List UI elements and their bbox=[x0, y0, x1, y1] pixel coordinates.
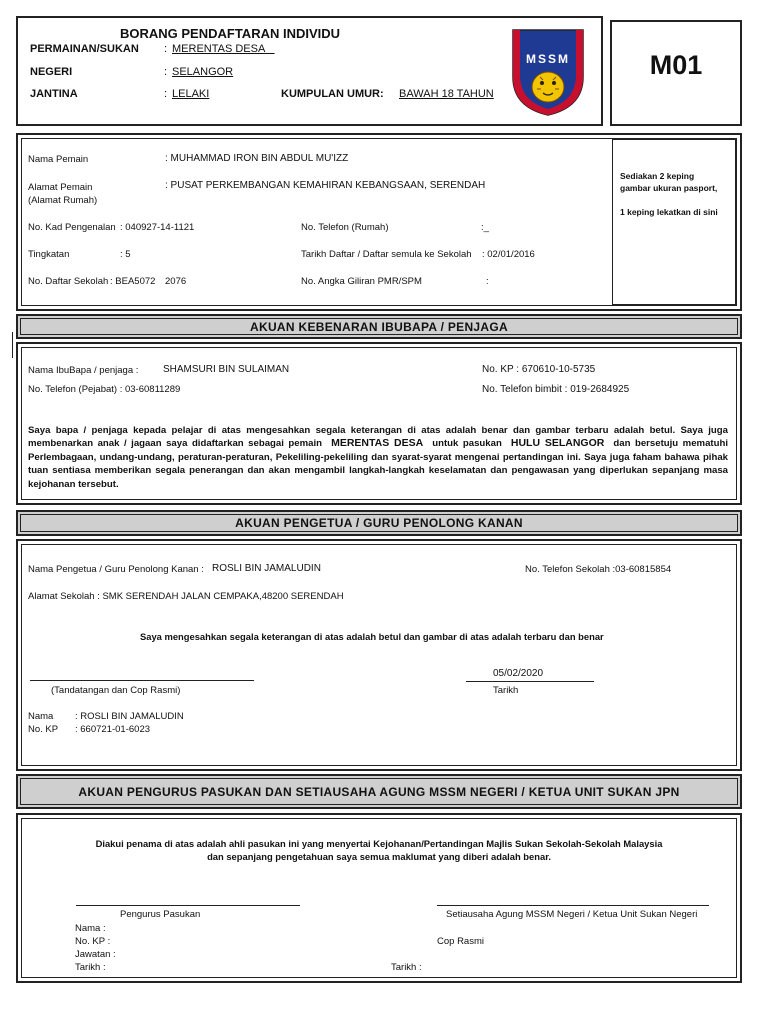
ibubapa-band bbox=[16, 314, 742, 339]
ibubapa-kp: No. KP : 670610-10-5735 bbox=[482, 364, 596, 375]
pengetua-nama-value: : ROSLI BIN JAMALUDIN bbox=[75, 711, 184, 722]
cop-rasmi: Cop Rasmi bbox=[437, 936, 484, 947]
photo-instruction-2: gambar ukuran pasport, bbox=[620, 183, 718, 193]
form-code: M01 bbox=[649, 50, 703, 80]
nama-pengetua-label: Nama Pengetua / Guru Penolong Kanan : bbox=[28, 564, 204, 575]
telefon-bimbit: No. Telefon bimbit : 019-2684925 bbox=[482, 384, 630, 395]
pengurus-kp: No. KP : bbox=[75, 936, 111, 947]
declaration-sukan: MERENTAS DESA bbox=[331, 437, 424, 450]
daftar-sekolah-label: No. Daftar Sekolah bbox=[28, 276, 109, 287]
photo-instruction-3: 1 keping lekatkan di sini bbox=[620, 207, 718, 217]
form-title: BORANG PENDAFTARAN INDIVIDU bbox=[120, 26, 341, 41]
nama-ibubapa-value: SHAMSURI BIN SULAIMAN bbox=[163, 364, 290, 375]
tarikh-daftar-label: Tarikh Daftar / Daftar semula ke Sekolah bbox=[301, 249, 472, 260]
kad-pengenalan-label: No. Kad Pengenalan bbox=[28, 222, 116, 233]
telefon-rumah-label: No. Telefon (Rumah) bbox=[301, 222, 389, 233]
alamat-pemain-value: : PUSAT PERKEMBANGAN KEMAHIRAN KEBANGSAAN, SERENDAH bbox=[165, 180, 486, 191]
jantina-label: JANTINA bbox=[30, 88, 78, 100]
pengetua-band bbox=[16, 510, 742, 536]
mssm-logo bbox=[510, 27, 586, 117]
tingkatan-value: : 5 bbox=[120, 249, 131, 260]
nama-pemain-label: Nama Pemain bbox=[28, 154, 89, 165]
kumpulan-umur-value: BAWAH 18 TAHUN bbox=[399, 88, 494, 100]
ibubapa-declaration: Saya bapa / penjaga kepada pelajar di atas mengesahkan segala keterangan di atas adalah benar dan gambar terbaru adalah betul. Saya juga membenarkan anak / jagaan saya didaftarkan sebagai pemain MERENTAS DESA untuk pasukan HULU SELANGOR dan bersetuju mematuhi Perlembagaan, undang-undang, peraturan-peraturan, Pekeliling-pekeliling dan syarat-syarat mengenai pertandingan ini. Saya juga faham bahawa pihak tuan sentiasa memberikan segala penerangan dan akan mengambil langkah-langkah keselamatan dan pengawasan yang diperlukan sepanjang masa kejohanan tersebut. bbox=[28, 425, 728, 490]
nama-pengetua-value: ROSLI BIN JAMALUDIN bbox=[212, 563, 321, 574]
tarikh-line bbox=[466, 681, 594, 682]
telefon-pejabat: No. Telefon (Pejabat) : 03-60811289 bbox=[28, 384, 181, 395]
pengurus-pasukan-label: Pengurus Pasukan bbox=[120, 909, 201, 920]
pengetua-nama-label: Nama bbox=[28, 711, 54, 722]
tarikh-daftar-value: : 02/01/2016 bbox=[482, 249, 535, 260]
pengurus-nama: Nama : bbox=[75, 923, 106, 934]
tarikh-value: 05/02/2020 bbox=[493, 668, 544, 679]
left-margin-mark bbox=[12, 332, 13, 358]
jantina-value: LELAKI bbox=[172, 88, 210, 100]
angka-giliran-value: : bbox=[486, 276, 489, 287]
negeri-label: NEGERI bbox=[30, 66, 73, 78]
photo-box bbox=[612, 139, 736, 305]
daftar-sekolah-extra: 2076 bbox=[165, 276, 187, 287]
permainan-value: MERENTAS DESA bbox=[172, 43, 266, 55]
pengetua-band-title: AKUAN PENGETUA / GURU PENOLONG KANAN bbox=[235, 516, 523, 530]
ibubapa-band-title: AKUAN KEBENARAN IBUBAPA / PENJAGA bbox=[250, 319, 508, 334]
alamat-rumah-label: (Alamat Rumah) bbox=[28, 195, 98, 206]
signature-line-pengurus bbox=[76, 905, 300, 906]
declaration-pasukan: HULU SELANGOR bbox=[510, 437, 605, 450]
negeri-value: SELANGOR bbox=[172, 66, 234, 78]
tingkatan-label: Tingkatan bbox=[28, 249, 70, 260]
tandatangan-label: (Tandatangan dan Cop Rasmi) bbox=[51, 685, 181, 696]
kad-pengenalan-value: : 040927-14-1121 bbox=[120, 222, 195, 233]
alamat-sekolah: Alamat Sekolah : SMK SERENDAH JALAN CEMPAKA,48200 SERENDAH bbox=[28, 591, 344, 602]
angka-giliran-label: No. Angka Giliran PMR/SPM bbox=[301, 276, 422, 287]
nama-ibubapa-label: Nama IbuBapa / penjaga : bbox=[28, 365, 139, 376]
photo-instruction-1: Sediakan 2 keping bbox=[620, 171, 695, 181]
pengetua-pengesahan: Saya mengesahkan segala keterangan di atas adalah betul dan gambar di atas adalah terbaru dan benar bbox=[140, 631, 604, 642]
pengurus-jawatan: Jawatan : bbox=[75, 949, 116, 960]
pengurus-band bbox=[16, 774, 742, 809]
permainan-colon: : bbox=[164, 43, 168, 55]
setiausaha-label: Setiausaha Agung MSSM Negeri / Ketua Unit Sukan Negeri bbox=[446, 909, 698, 920]
pengurus-declaration-1: Diakui penama di atas adalah ahli pasukan ini yang menyertai Kejohanan/Pertandingan Majlis Sukan Sekolah-Sekolah Malaysia bbox=[95, 838, 663, 849]
nama-pemain-value: : MUHAMMAD IRON BIN ABDUL MU'IZZ bbox=[165, 153, 349, 164]
jantina-colon: : bbox=[164, 88, 168, 100]
pengurus-band-title: AKUAN PENGURUS PASUKAN DAN SETIAUSAHA AGUNG MSSM NEGERI / KETUA UNIT SUKAN JPN bbox=[78, 784, 680, 799]
signature-line-setiausaha bbox=[437, 905, 709, 906]
kumpulan-umur-label: KUMPULAN UMUR: bbox=[281, 88, 384, 100]
pengurus-declaration-2: dan sepanjang pengetahuan saya semua maklumat yang diberi adalah benar. bbox=[207, 851, 551, 862]
signature-line-pengetua bbox=[30, 680, 254, 681]
pengurus-tarikh: Tarikh : bbox=[75, 962, 106, 973]
setiausaha-tarikh: Tarikh : bbox=[391, 962, 422, 973]
telefon-sekolah: No. Telefon Sekolah :03-60815854 bbox=[525, 564, 672, 575]
logo-text: MSSM bbox=[526, 52, 570, 66]
pengetua-kp-label: No. KP bbox=[28, 724, 59, 735]
pengetua-kp-value: : 660721-01-6023 bbox=[75, 724, 151, 735]
daftar-sekolah-value: : BEA5072 bbox=[110, 276, 156, 287]
alamat-pemain-label: Alamat Pemain bbox=[28, 182, 93, 193]
negeri-colon: : bbox=[164, 66, 168, 78]
tarikh-label: Tarikh bbox=[493, 685, 519, 696]
telefon-rumah-value: :_ bbox=[481, 222, 489, 233]
permainan-label: PERMAINAN/SUKAN bbox=[30, 43, 139, 55]
